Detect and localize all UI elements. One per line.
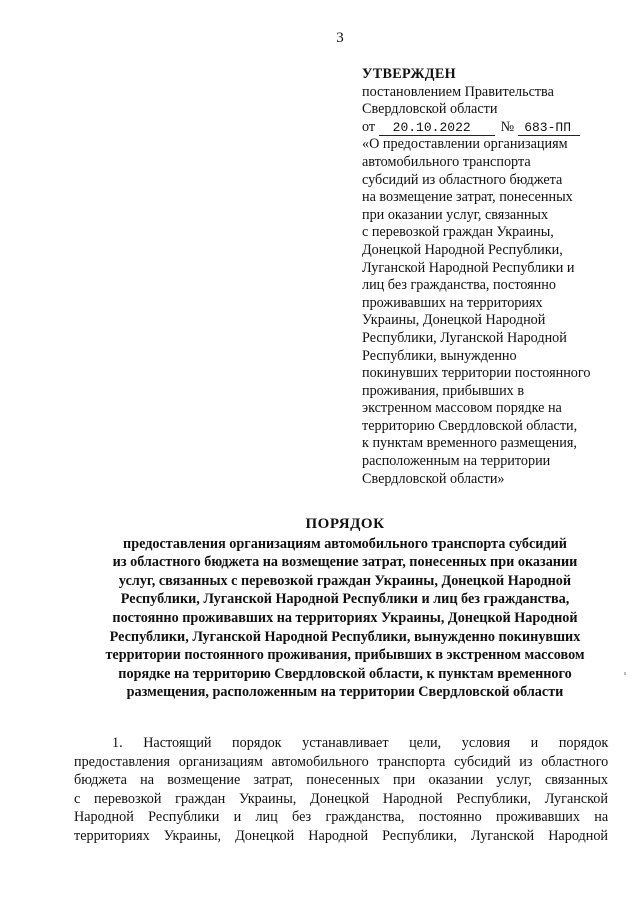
paragraph-line: Народной Республики и лиц без гражданства, постоянно проживавших на — [74, 809, 609, 826]
order-subtitle-line: порядке на территорию Свердловской области, к пунктам временного — [118, 665, 572, 682]
resolution-title — [362, 136, 612, 488]
resolution-title-line: Республики, вынужденно — [362, 347, 517, 364]
resolution-title-line: проживания, прибывших в — [362, 382, 525, 399]
resolution-title-line: Свердловской области» — [362, 470, 505, 487]
resolution-title-line: Донецкой Народной Республики, — [362, 241, 563, 258]
paragraph-line: бюджета на возмещение затрат, понесенных при оказании услуг, связанных — [74, 772, 608, 789]
approval-date: 20.10.2022 — [379, 121, 495, 136]
resolution-title-line: с перевозкой граждан Украины, — [362, 224, 554, 241]
order-subtitle-line: Республики, Луганской Народной Республики и лиц без гражданства, — [120, 591, 570, 608]
resolution-title-line: Республики, Луганской Народной — [362, 329, 567, 346]
resolution-title-line: при оказании услуг, связанных — [362, 206, 549, 223]
resolution-title-line: проживавших на территориях — [362, 294, 543, 311]
approval-line: Свердловской области — [362, 101, 498, 118]
resolution-title-line: «О предоставлении организациям — [362, 136, 568, 153]
resolution-title-line: территорию Свердловской области, — [362, 417, 578, 434]
paragraph-line: предоставления организациям автомобильного транспорта субсидий из областного — [74, 753, 609, 770]
number-sign: № — [500, 118, 515, 135]
page-number: 3 — [336, 30, 344, 46]
scan-speck — [624, 672, 626, 675]
approval-line: постановлением Правительства — [362, 83, 554, 100]
order-title: ПОРЯДОК — [305, 516, 385, 532]
from-label: от — [362, 118, 376, 135]
resolution-title-line: покинувших территории постоянного — [362, 365, 591, 382]
order-subtitle-line: предоставления организациям автомобильного транспорта субсидий — [123, 535, 567, 552]
order-title-block — [80, 515, 610, 702]
resolution-title-line: на возмещение затрат, понесенных — [362, 189, 573, 206]
paragraph-line: 1. Настоящий порядок устанавливает цели, условия и порядок — [112, 735, 609, 751]
order-subtitle-line: Республики, Луганской Народной Республики, вынужденно покинувших — [109, 628, 581, 645]
order-subtitle-line: постоянно проживавших на территориях Украины, Донецкой Народной — [112, 609, 578, 626]
resolution-title-line: экстренном массовом порядке на — [362, 400, 562, 417]
approval-date-number-line — [362, 119, 612, 137]
resolution-title-line: субсидий из областного бюджета — [362, 171, 563, 188]
paragraph-line: территориях Украины, Донецкой Народной Республики, Луганской Народной — [74, 827, 609, 844]
approval-stamp-block — [362, 66, 612, 488]
resolution-title-line: автомобильного транспорта — [362, 153, 531, 170]
paragraph-line: с перевозкой граждан Украины, Донецкой Народной Республики, Луганской — [74, 790, 608, 807]
order-subtitle-line: из областного бюджета на возмещение затрат, понесенных при оказании — [112, 554, 578, 571]
approved-heading: УТВЕРЖДЕН — [362, 66, 456, 82]
paragraph-1 — [74, 734, 608, 846]
resolution-title-line: Украины, Донецкой Народной — [362, 312, 546, 329]
order-subtitle-line: услуг, связанных с перевозкой граждан Украины, Донецкой Народной — [118, 572, 572, 589]
resolution-title-line: расположенным на территории — [362, 453, 551, 470]
approval-number: 683-ПП — [518, 121, 580, 136]
resolution-title-line: Луганской Народной Республики и — [362, 259, 575, 276]
resolution-title-line: к пунктам временного размещения, — [362, 435, 577, 452]
order-subtitle-line: размещения, расположенным на территории Свердловской области — [126, 684, 564, 701]
resolution-title-line: лиц без гражданства, постоянно — [362, 277, 556, 294]
order-subtitle-line: территории постоянного проживания, прибывших в экстренном массовом — [105, 647, 585, 664]
